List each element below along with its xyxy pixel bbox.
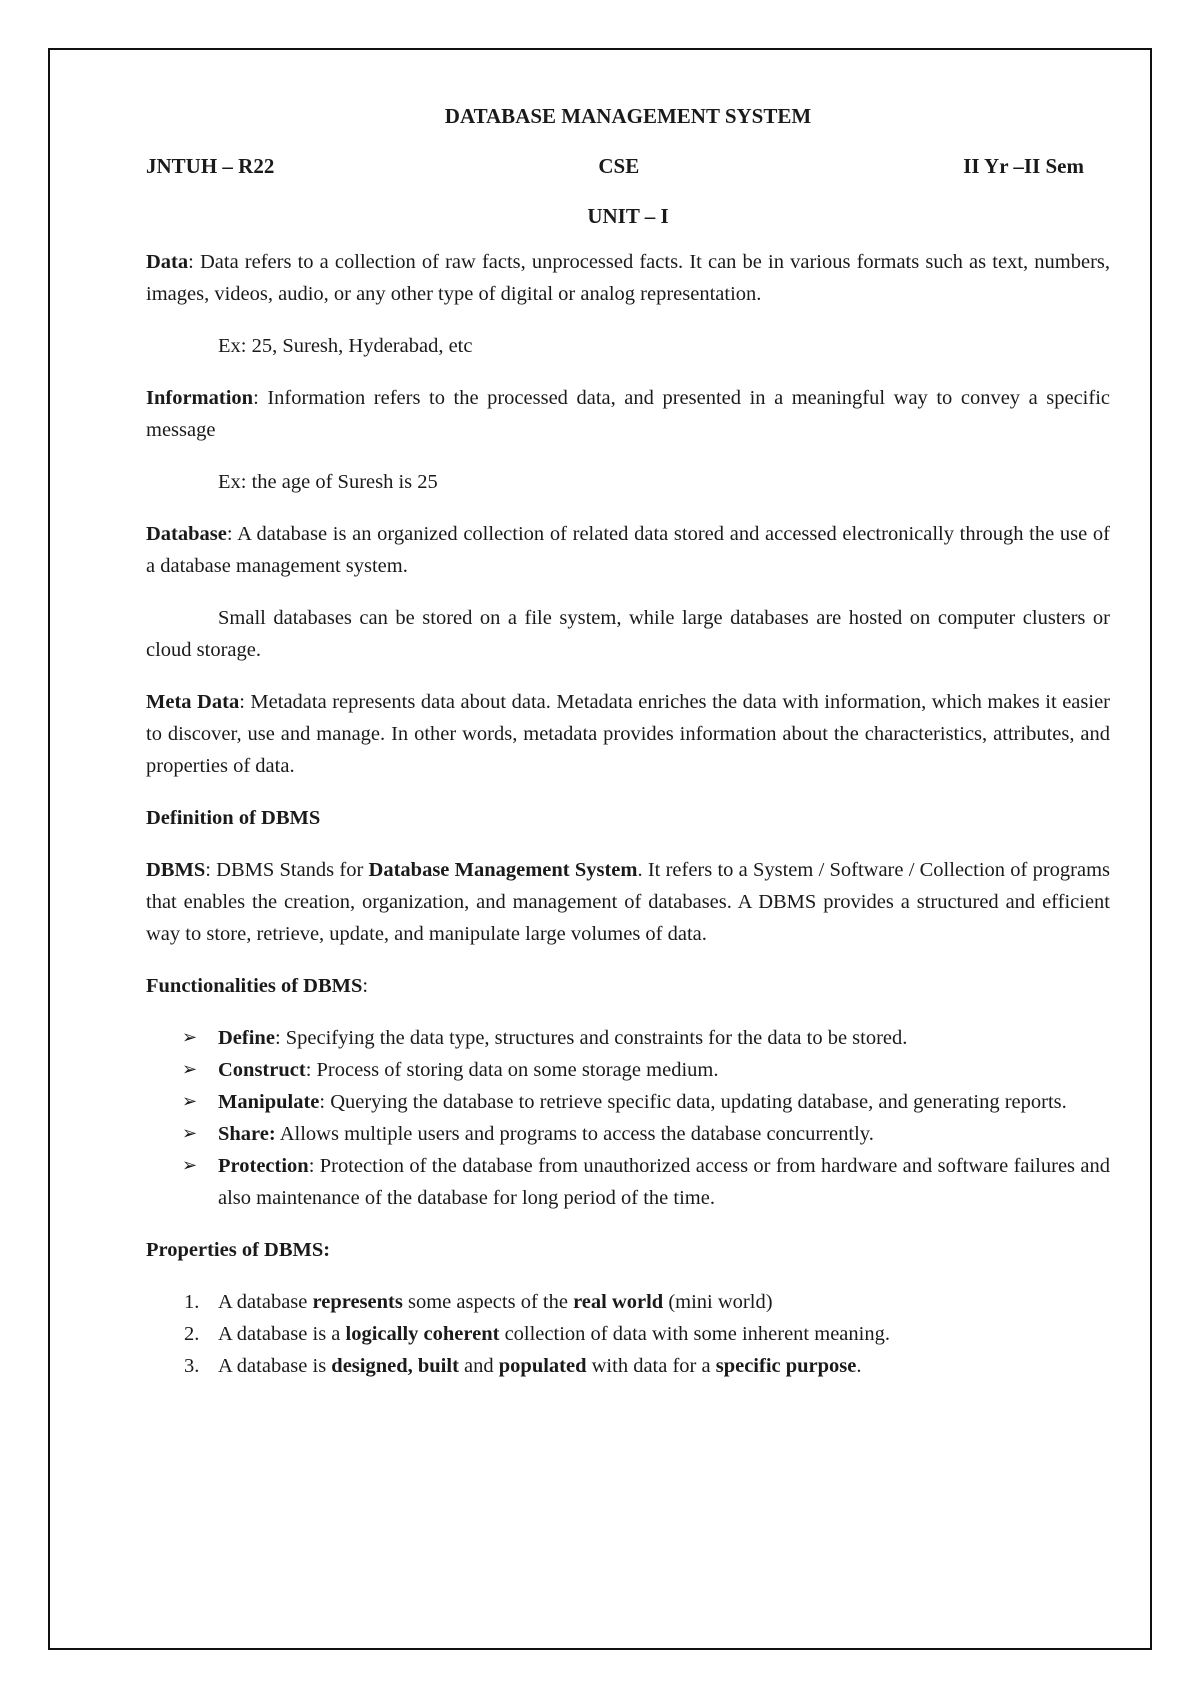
list-item-emphasis: specific purpose [715, 1355, 857, 1377]
list-item-emphasis: populated [498, 1355, 587, 1377]
list-item-emphasis: represents [312, 1291, 403, 1313]
data-term: Data [146, 251, 189, 273]
list-item-number: 2. [184, 1323, 200, 1345]
document-title: DATABASE MANAGEMENT SYSTEM [444, 104, 812, 128]
data-text: : Data refers to a collection of raw facts, unprocessed facts. It can be in various formats such as text, numbers, images, videos, audio, or any other type of digital or analog representation. [146, 251, 1110, 305]
dbms-definition-heading: Definition of DBMS [146, 807, 321, 829]
list-item-term: Manipulate [218, 1091, 320, 1113]
list-item-text: A database is [218, 1355, 332, 1377]
functionalities-list [146, 1022, 1110, 1214]
database-term: Database [146, 523, 227, 545]
information-definition [146, 382, 1110, 446]
list-item [146, 1086, 1110, 1118]
list-item [146, 1054, 1110, 1086]
information-example: Ex: the age of Suresh is 25 [218, 471, 438, 493]
semester-label: II Yr –II Sem [963, 154, 1084, 178]
document-body [146, 100, 1110, 1382]
properties-heading: Properties of DBMS: [146, 1239, 331, 1261]
branch-label: CSE [598, 154, 640, 178]
dbms-full-form: Database Management System [368, 859, 638, 881]
list-item-text: A database [218, 1291, 313, 1313]
list-item [146, 1118, 1110, 1150]
metadata-definition [146, 686, 1110, 782]
database-note: Small databases can be stored on a file system, while large databases are hosted on computer clusters or cloud storage. [146, 607, 1110, 661]
list-item-text: : Querying the database to retrieve specific data, updating database, and generating reports. [319, 1091, 1067, 1113]
unit-heading: UNIT – I [587, 204, 669, 228]
list-item [146, 1318, 1110, 1350]
list-item-text: with data for a [586, 1355, 716, 1377]
functionalities-heading [146, 970, 1110, 1002]
list-item-number: 3. [184, 1355, 200, 1377]
database-definition [146, 518, 1110, 582]
dbms-text-1: : DBMS Stands for [205, 859, 369, 881]
metadata-text: : Metadata represents data about data. Metadata enriches the data with information, which makes it easier to discover, use and manage. In other words, metadata provides information about the characteristics, attributes, and properties of data. [146, 691, 1111, 777]
list-item-text: Allows multiple users and programs to access the database concurrently. [275, 1123, 874, 1145]
regulation-label: JNTUH – R22 [146, 154, 275, 178]
list-item-emphasis: logically coherent [345, 1323, 500, 1345]
list-item-emphasis: real world [573, 1291, 664, 1313]
list-item-text: some aspects of the [402, 1291, 574, 1313]
functionalities-heading-text: Functionalities of DBMS [146, 975, 363, 997]
arrow-bullet-icon: ➢ [182, 1123, 198, 1144]
information-text: : Information refers to the processed data, and presented in a meaningful way to convey a specific message [146, 387, 1110, 441]
dbms-term: DBMS [146, 859, 206, 881]
list-item-text: A database is a [218, 1323, 346, 1345]
list-item-emphasis: designed, built [331, 1355, 459, 1377]
list-item-term: Define [218, 1027, 275, 1049]
arrow-bullet-icon: ➢ [182, 1027, 198, 1048]
arrow-bullet-icon: ➢ [182, 1091, 198, 1112]
course-info-row [146, 150, 1110, 182]
database-text: : A database is an organized collection of related data stored and accessed electronically through the use of a database management system. [146, 523, 1110, 577]
list-item [146, 1286, 1110, 1318]
list-item [146, 1022, 1110, 1054]
metadata-term: Meta Data [146, 691, 240, 713]
list-item-text: . [856, 1355, 862, 1377]
list-item-text: : Process of storing data on some storage medium. [305, 1059, 719, 1081]
data-example: Ex: 25, Suresh, Hyderabad, etc [218, 335, 473, 357]
list-item-text: : Specifying the data type, structures and constraints for the data to be stored. [274, 1027, 908, 1049]
list-item-number: 1. [184, 1291, 200, 1313]
list-item-term: Protection [218, 1155, 309, 1177]
data-definition [146, 246, 1110, 310]
information-term: Information [146, 387, 254, 409]
arrow-bullet-icon: ➢ [182, 1059, 198, 1080]
properties-list [146, 1286, 1110, 1382]
list-item-text: collection of data with some inherent meaning. [499, 1323, 890, 1345]
list-item-text: (mini world) [663, 1291, 773, 1313]
list-item-text: and [458, 1355, 499, 1377]
dbms-definition [146, 854, 1110, 950]
list-item-text: : Protection of the database from unauthorized access or from hardware and software failures and also maintenance of the database for long period of the time. [218, 1155, 1110, 1209]
arrow-bullet-icon: ➢ [182, 1155, 198, 1176]
list-item [146, 1350, 1110, 1382]
list-item-term: Construct [218, 1059, 306, 1081]
list-item-term: Share: [218, 1123, 276, 1145]
functionalities-heading-colon: : [362, 975, 369, 997]
dbms-text-2: . It refers to a System / Software / Collection of programs that enables the creation, organization, and management of databases. A DBMS provides a structured and efficient way to store, retrieve, update, and manipulate large volumes of data. [146, 859, 1110, 945]
list-item [146, 1150, 1110, 1214]
